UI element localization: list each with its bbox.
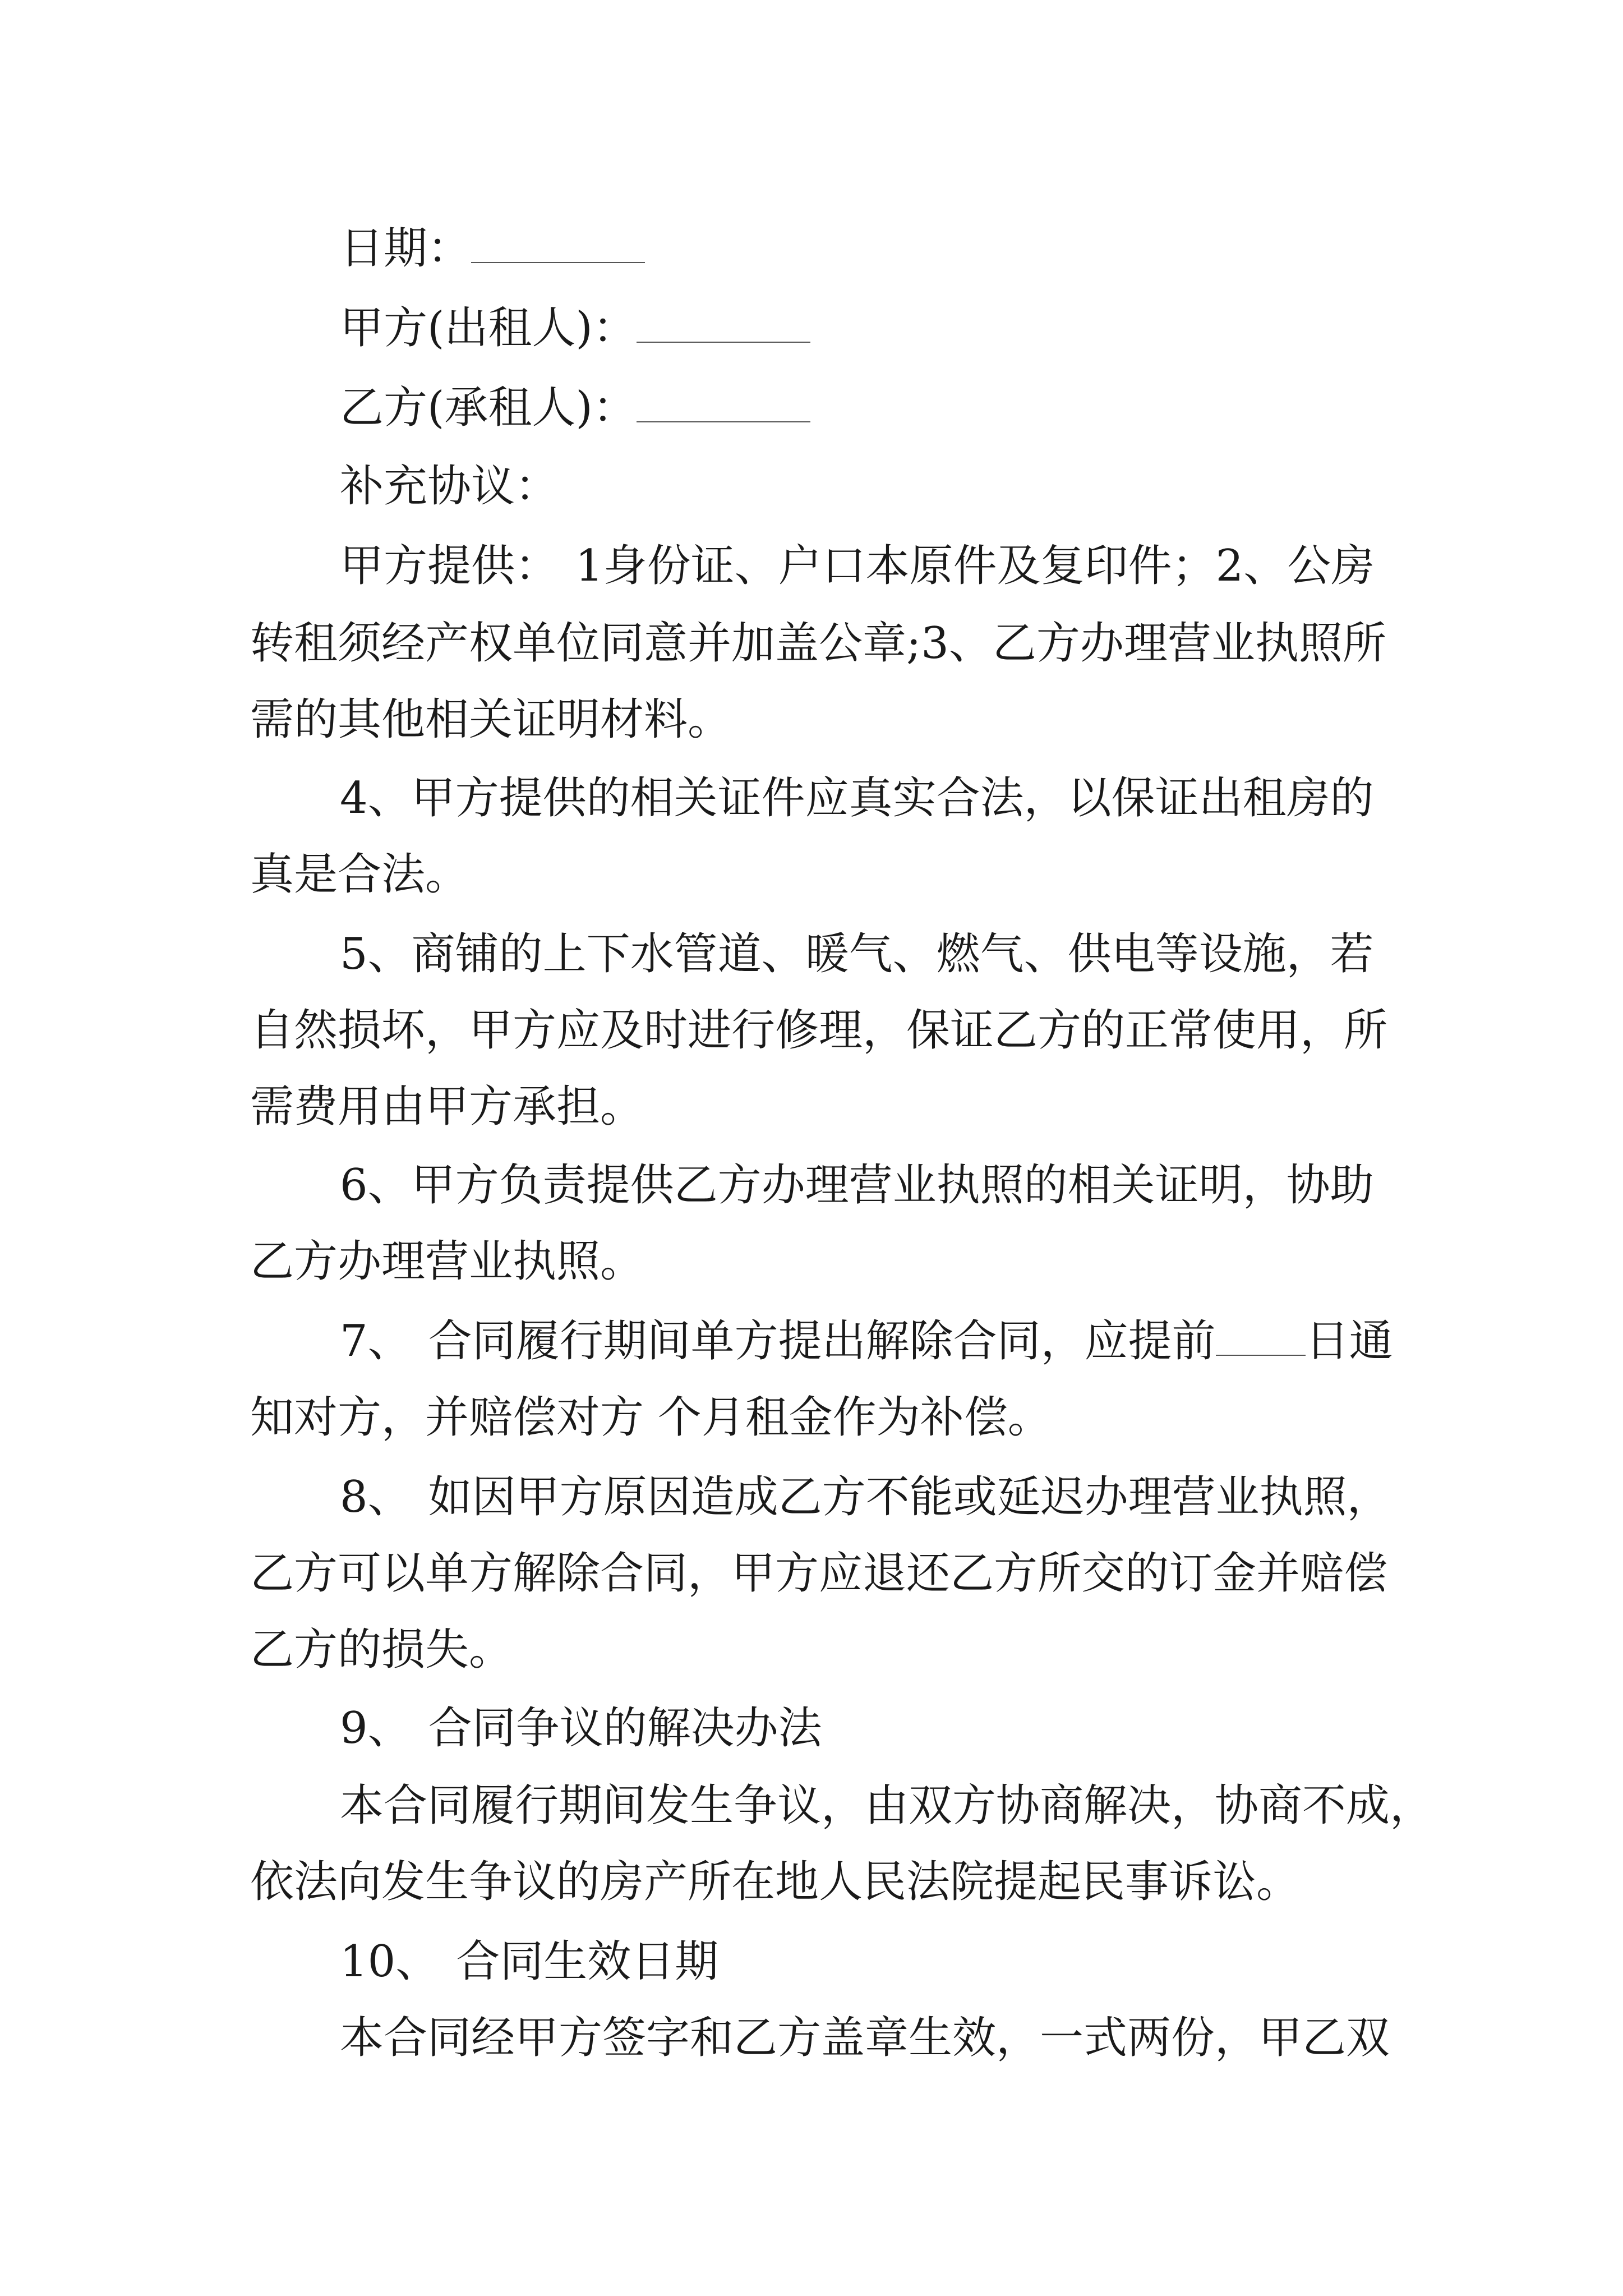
clause-6-line-1: 6、甲方负责提供乙方办理营业执照的相关证明，协助 bbox=[340, 1160, 1374, 1211]
clause-9-number: 9、 bbox=[340, 1703, 412, 1754]
clause-9-line-2: 依法向发生争议的房产所在地人民法院提起民事诉讼。 bbox=[250, 1857, 1301, 1907]
party-a-line bbox=[340, 293, 810, 356]
clause-1-line-1 bbox=[340, 531, 1375, 593]
clause-7-text-end: 日通 bbox=[1305, 1316, 1393, 1366]
clause-9-title: 合同争议的解决办法 bbox=[428, 1703, 822, 1754]
supplement-title: 补充协议： bbox=[340, 461, 559, 512]
date-line bbox=[340, 213, 645, 276]
party-b-blank bbox=[637, 382, 810, 422]
party-a-label: 甲方(出租人)： bbox=[340, 303, 637, 353]
clause-8-text: 如因甲方原因造成乙方不能或延迟办理营业执照， bbox=[428, 1472, 1391, 1522]
clause-9-line-1: 本合同履行期间发生争议，由双方协商解决，协商不成， bbox=[340, 1780, 1434, 1831]
clause-10-number: 10、 bbox=[340, 1936, 440, 1987]
clause-7-text: 合同履行期间单方提出解除合同，应提前 bbox=[428, 1316, 1216, 1366]
notice-days-blank bbox=[1216, 1315, 1306, 1356]
clause-8-number: 8、 bbox=[340, 1472, 412, 1522]
clause-7-line-2: 知对方，并赔偿对方 个月租金作为补偿。 bbox=[250, 1392, 1052, 1443]
clause-5-line-1: 5、商铺的上下水管道、暖气、燃气、供电等设施，若 bbox=[340, 929, 1374, 979]
clause-8-line-1 bbox=[340, 1462, 1391, 1525]
clause-1-line-2: 转租须经产权单位同意并加盖公章;3、乙方办理营业执照所 bbox=[250, 618, 1386, 669]
party-b-label: 乙方(承租人)： bbox=[340, 383, 637, 433]
clause-1-line-3: 需的其他相关证明材料。 bbox=[250, 694, 732, 745]
clause-8-line-2: 乙方可以单方解除合同，甲方应退还乙方所交的订金并赔偿 bbox=[250, 1548, 1388, 1599]
clause-10-line-1: 本合同经甲方签字和乙方盖章生效，一式两份，甲乙双 bbox=[340, 2013, 1390, 2063]
party-b-line bbox=[340, 372, 810, 435]
clause-10-title: 合同生效日期 bbox=[456, 1936, 719, 1987]
date-label: 日期： bbox=[340, 223, 472, 274]
clause-4-line-2: 真是合法。 bbox=[250, 849, 469, 900]
clause-4-line-1: 4、甲方提供的相关证件应真实合法，以保证出租房的 bbox=[340, 773, 1374, 823]
clause-10-heading bbox=[340, 1926, 718, 1989]
clause-1-text: 1身份证、户口本原件及复印件；2、公房 bbox=[575, 541, 1375, 591]
clause-6-line-2: 乙方办理营业执照。 bbox=[250, 1236, 644, 1287]
clause-5-line-2: 自然损坏，甲方应及时进行修理，保证乙方的正常使用，所 bbox=[250, 1005, 1388, 1056]
clause-1-label: 甲方提供： bbox=[340, 541, 559, 591]
date-blank bbox=[471, 223, 645, 263]
clause-5-line-3: 需费用由甲方承担。 bbox=[250, 1082, 644, 1132]
clause-8-line-3: 乙方的损失。 bbox=[250, 1625, 513, 1675]
party-a-blank bbox=[637, 302, 810, 343]
clause-7-line-1 bbox=[340, 1306, 1393, 1369]
clause-9-heading bbox=[340, 1693, 822, 1756]
clause-7-number: 7、 bbox=[340, 1316, 412, 1366]
